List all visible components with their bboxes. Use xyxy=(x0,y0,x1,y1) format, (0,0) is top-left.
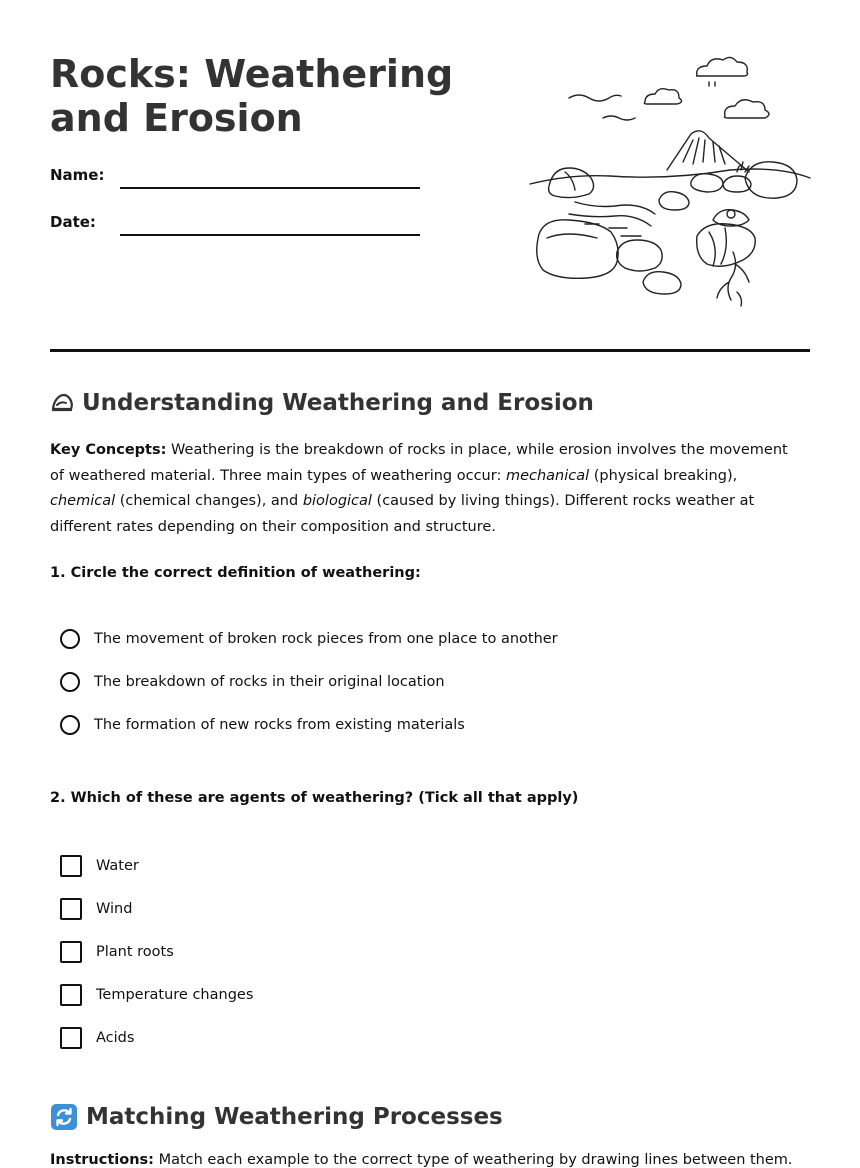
q2-option-acids[interactable] xyxy=(60,1027,134,1049)
checkbox[interactable] xyxy=(60,984,82,1006)
matching-instructions xyxy=(50,1152,793,1168)
name-field[interactable] xyxy=(120,187,420,189)
question-2-prompt: 2. Which of these are agents of weathering? (Tick all that apply) xyxy=(50,790,579,806)
radio-circle[interactable] xyxy=(60,672,80,692)
checkbox[interactable] xyxy=(60,1027,82,1049)
cycle-arrows-icon xyxy=(50,1103,78,1131)
worksheet-title: Rocks: Weathering and Erosion xyxy=(50,52,454,140)
radio-circle[interactable] xyxy=(60,629,80,649)
term-mechanical: mechanical xyxy=(505,467,590,484)
key-concepts-label: Key Concepts: xyxy=(50,442,167,458)
section-heading-understanding xyxy=(50,390,594,416)
q1-option-3[interactable] xyxy=(60,715,465,735)
intro-text-4: (caused by living things). Different rocks weather at different rates depending on their composition and structure. xyxy=(50,493,755,535)
q2-option-plant-roots[interactable] xyxy=(60,941,174,963)
term-chemical: chemical xyxy=(50,493,116,510)
q1-option-2[interactable] xyxy=(60,672,445,692)
rock-icon xyxy=(50,391,74,415)
intro-text-2: (physical breaking), xyxy=(589,467,738,484)
q1-option-1[interactable] xyxy=(60,629,558,649)
option-label: The breakdown of rocks in their original location xyxy=(94,674,445,690)
question-1-prompt: 1. Circle the correct definition of weathering: xyxy=(50,565,421,581)
name-label: Name: xyxy=(50,166,105,184)
section-heading-text: Understanding Weathering and Erosion xyxy=(82,390,594,416)
header-divider xyxy=(50,349,810,352)
intro-text-3: (chemical changes), and xyxy=(115,493,303,510)
option-label: Wind xyxy=(96,901,133,917)
date-field[interactable] xyxy=(120,234,420,236)
checkbox[interactable] xyxy=(60,941,82,963)
key-concepts-paragraph xyxy=(50,438,790,540)
option-label: The movement of broken rock pieces from one place to another xyxy=(94,631,558,647)
checkbox[interactable] xyxy=(60,898,82,920)
option-label: Plant roots xyxy=(96,944,174,960)
option-label: Water xyxy=(96,858,139,874)
term-biological: biological xyxy=(302,493,372,510)
q2-option-temperature[interactable] xyxy=(60,984,253,1006)
option-label: The formation of new rocks from existing materials xyxy=(94,717,465,733)
section-heading-matching xyxy=(50,1103,503,1131)
instructions-label: Instructions: xyxy=(50,1152,154,1168)
radio-circle[interactable] xyxy=(60,715,80,735)
section-heading-text: Matching Weathering Processes xyxy=(86,1104,503,1130)
intro-text-1: Weathering is the breakdown of rocks in place, while erosion involves the movement of weathered material. Three main types of weathering occur: xyxy=(50,442,788,484)
option-label: Temperature changes xyxy=(96,987,254,1003)
checkbox[interactable] xyxy=(60,855,82,877)
date-label: Date: xyxy=(50,213,96,231)
option-label: Acids xyxy=(96,1030,135,1046)
weathering-landscape-illustration xyxy=(525,52,815,310)
q2-option-wind[interactable] xyxy=(60,898,132,920)
q2-option-water[interactable] xyxy=(60,855,139,877)
instructions-text: Match each example to the correct type of weathering by drawing lines between them. xyxy=(153,1152,793,1168)
